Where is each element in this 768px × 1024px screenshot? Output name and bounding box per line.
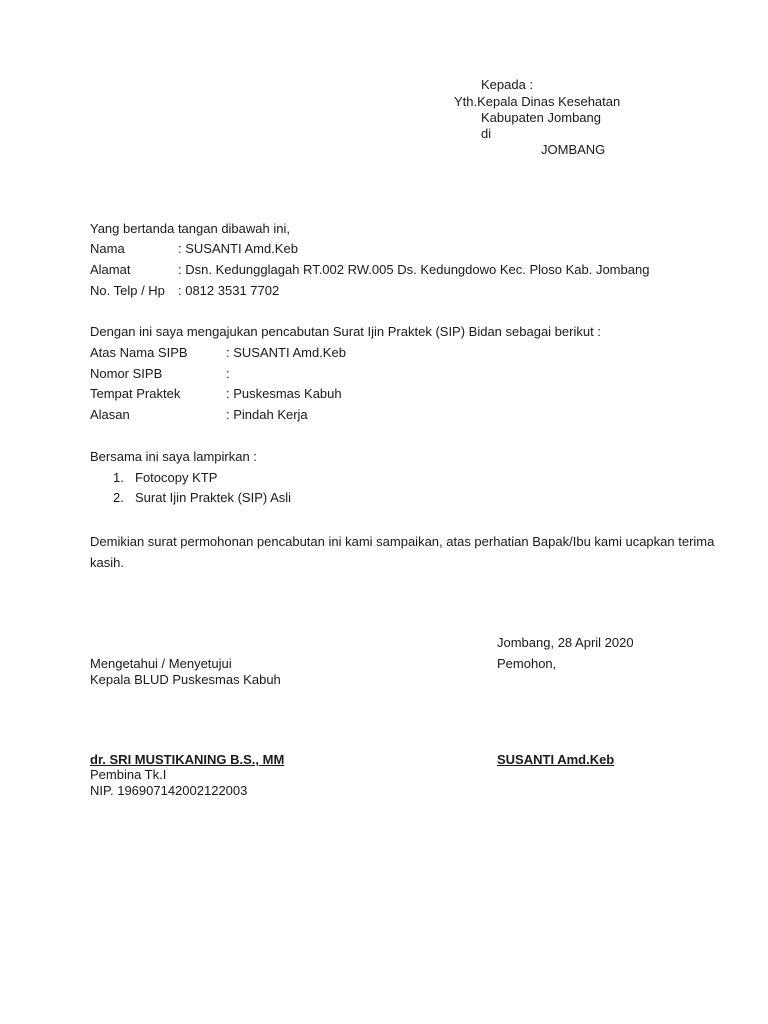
place-date: Jombang, 28 April 2020 <box>497 635 634 650</box>
sip-label: Alasan <box>90 407 130 422</box>
sip-value: : <box>226 366 230 381</box>
sip-value: : SUSANTI Amd.Keb <box>226 345 346 360</box>
recipient-line-yth: Yth.Kepala Dinas Kesehatan <box>454 94 621 109</box>
approval-label: Mengetahui / Menyetujui <box>90 656 232 671</box>
sip-value: : Pindah Kerja <box>226 407 308 422</box>
list-text: Surat Ijin Praktek (SIP) Asli <box>135 490 292 505</box>
sip-value: : Puskesmas Kabuh <box>226 386 342 401</box>
recipient-line-di: di <box>481 126 492 141</box>
sip-label: Atas Nama SIPB <box>90 345 188 360</box>
list-number: 2. <box>113 490 124 505</box>
approver-nip: NIP. 196907142002122003 <box>90 783 248 798</box>
closing-paragraph: Demikian surat permohonan pencabutan ini kami sampaikan, atas perhatian Bapak/Ibu kami ucapkan terima kasih. <box>90 534 715 570</box>
request-intro-text: Dengan ini saya mengajukan pencabutan Surat Ijin Praktek (SIP) Bidan sebagai berikut : <box>90 324 601 339</box>
list-number: 1. <box>113 470 124 485</box>
identity-value: : 0812 3531 7702 <box>178 283 280 298</box>
approver-name: dr. SRI MUSTIKANING B.S., MM <box>90 752 285 767</box>
approver-position: Kepala BLUD Puskesmas Kabuh <box>90 672 281 687</box>
approver-rank: Pembina Tk.I <box>90 767 167 782</box>
applicant-role: Pemohon, <box>497 656 557 671</box>
identity-label: Alamat <box>90 262 131 277</box>
recipient-line-kabupaten: Kabupaten Jombang <box>481 110 601 125</box>
recipient-line-city: JOMBANG <box>541 142 606 157</box>
identity-label: Nama <box>90 241 125 256</box>
identity-label: No. Telp / Hp <box>90 283 165 298</box>
intro-text: Yang bertanda tangan dibawah ini, <box>90 221 290 236</box>
list-text: Fotocopy KTP <box>135 470 218 485</box>
sip-label: Tempat Praktek <box>90 386 181 401</box>
attachments-intro-text: Bersama ini saya lampirkan : <box>90 449 257 464</box>
identity-value: : SUSANTI Amd.Keb <box>178 241 298 256</box>
identity-value: : Dsn. Kedungglagah RT.002 RW.005 Ds. Kedungdowo Kec. Ploso Kab. Jombang <box>178 262 650 277</box>
recipient-line-kepada: Kepada : <box>481 77 534 92</box>
applicant-name: SUSANTI Amd.Keb <box>497 752 615 767</box>
sip-label: Nomor SIPB <box>90 366 163 381</box>
